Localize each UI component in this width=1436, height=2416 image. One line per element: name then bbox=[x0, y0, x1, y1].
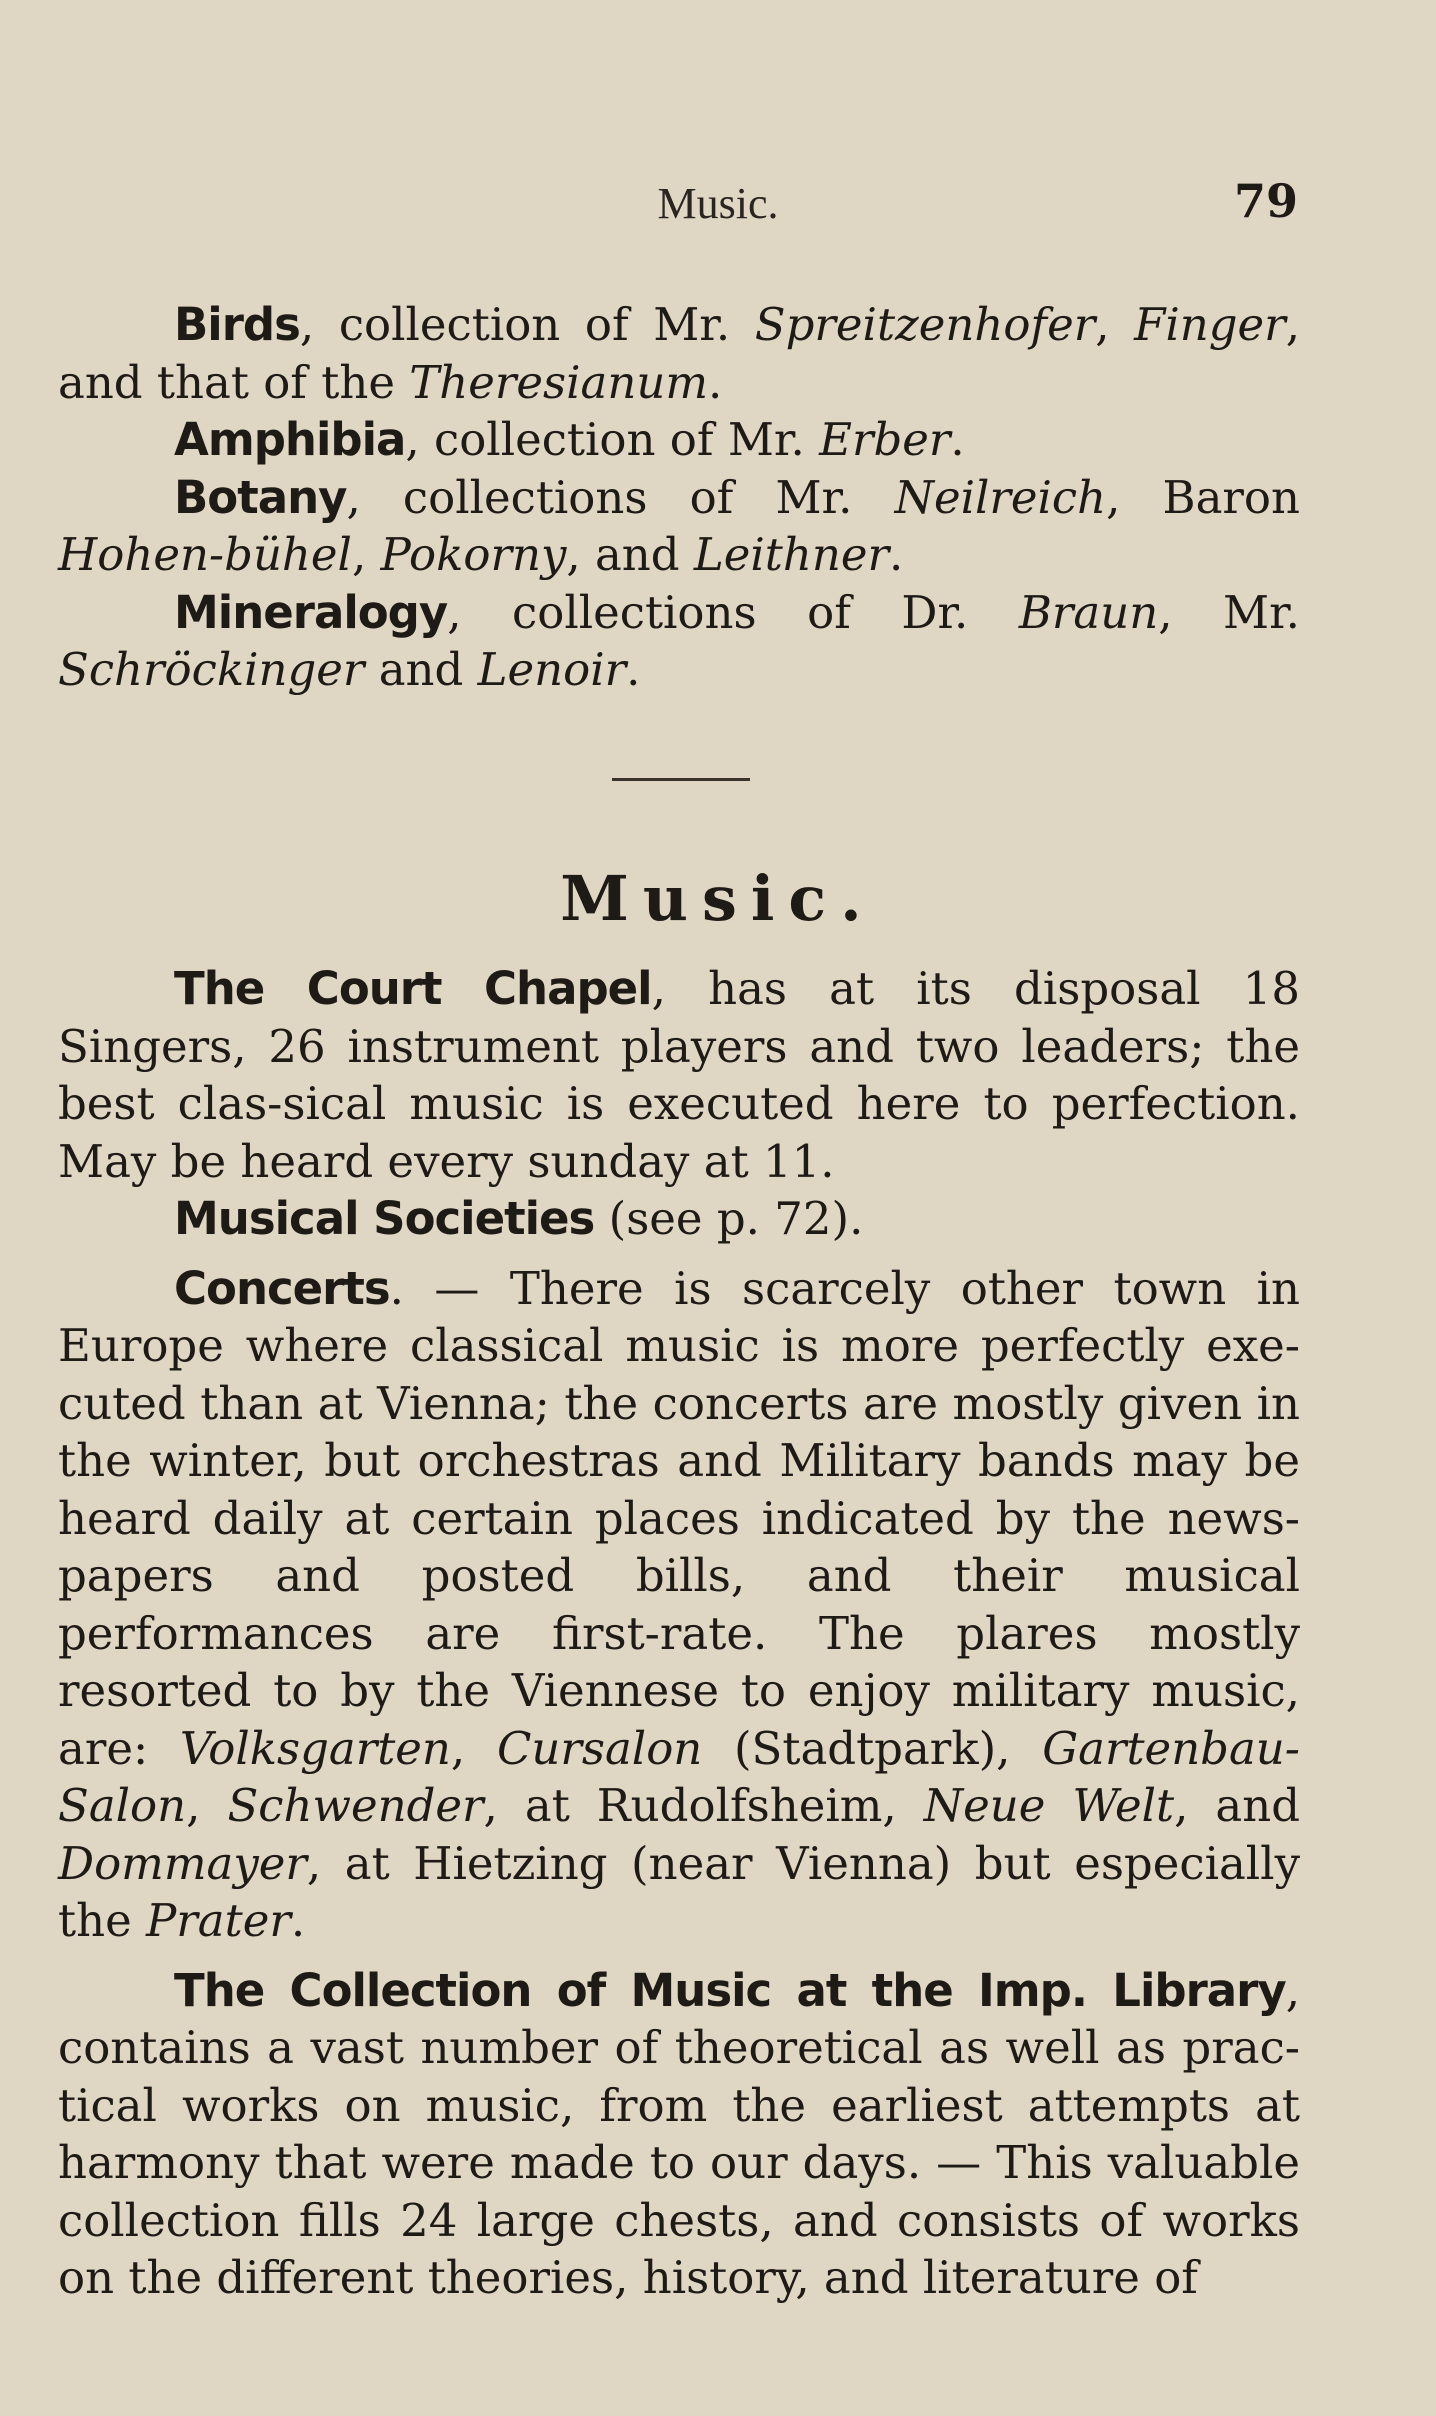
collector-name: Finger bbox=[1134, 298, 1286, 351]
imperial-library-paragraph: The Collection of Music at the Imp. Library, contains a vast number of theoretical as well as prac-tical works on music, from the earliest attempts at harmony that were made to our days. — This valuable collection fills 24 large chests, and consists of works on the different theories, history, and literature of bbox=[58, 1963, 1300, 2304]
imperial-library-label: The Collection of Music at the Imp. Library bbox=[174, 1963, 1286, 2017]
collector-name: Lenoir bbox=[477, 643, 627, 696]
musical-societies-paragraph: Musical Societies (see p. 72). bbox=[174, 1192, 864, 1245]
amphibia-label: Amphibia bbox=[174, 413, 406, 466]
venue-name: Neue Welt bbox=[923, 1779, 1175, 1832]
section-title: Music. bbox=[560, 862, 876, 935]
collector-name: Braun bbox=[1018, 585, 1159, 639]
venue-name: Gartenbau-Salon bbox=[58, 1721, 1300, 1832]
botany-label: Botany bbox=[174, 470, 347, 524]
music-section-body bbox=[58, 960, 1300, 2307]
venue-name: Prater bbox=[146, 1894, 291, 1947]
section-divider bbox=[612, 778, 750, 781]
collector-name: Schröckinger bbox=[58, 643, 365, 696]
amphibia-paragraph: Amphibia, collection of Mr. Erber. bbox=[174, 413, 965, 466]
venue-name: Schwender bbox=[227, 1779, 484, 1832]
collector-name: Theresianum bbox=[409, 355, 708, 409]
concerts-paragraph: Concerts. — There is scarcely other town in Europe where classical music is more perfectly exe-cuted than at Vienna; the concerts are mostly given in the winter, but orchestras and Military bands may be heard daily at certain places indicated by the news-papers and posted bills, and their musical performances are first-rate. The plares mostly resorted to by the Viennese to enjoy military music, are: Volksgarten, Cursalon (Stadtpark), Gartenbau-Salon, Schwender, at Rudolfsheim, Neue Welt, and Dommayer, at Hietzing (near Vienna) but especially the Prater. bbox=[58, 1261, 1301, 1947]
venue-name: Dommayer bbox=[58, 1836, 307, 1890]
collector-name: Spreitzenhofer bbox=[754, 298, 1096, 351]
page-number: 79 bbox=[1233, 174, 1298, 228]
collector-name: Hohen-bühel bbox=[58, 528, 352, 581]
birds-paragraph: Birds, collection of Mr. Spreitzenhofer, Finger, and that of the Theresianum. bbox=[58, 298, 1300, 409]
mineralogy-paragraph: Mineralogy, collections of Dr. Braun, Mr. Schröckinger and Lenoir. bbox=[58, 585, 1300, 696]
collector-name: Pokorny bbox=[380, 528, 567, 581]
venue-name: Volksgarten bbox=[179, 1721, 451, 1775]
musical-societies-label: Musical Societies bbox=[174, 1192, 595, 1245]
venue-name: Cursalon bbox=[496, 1721, 703, 1775]
collector-name: Leithner bbox=[693, 528, 890, 581]
mineralogy-label: Mineralogy bbox=[174, 585, 448, 639]
running-title: Music. bbox=[657, 179, 779, 228]
collector-name: Erber bbox=[819, 413, 951, 466]
botany-paragraph: Botany, collections of Mr. Neilreich, Baron Hohen-bühel, Pokorny, and Leithner. bbox=[58, 470, 1300, 581]
concerts-label: Concerts bbox=[174, 1261, 390, 1315]
collector-name: Neilreich bbox=[894, 470, 1107, 524]
running-header bbox=[0, 174, 1436, 238]
collections-list bbox=[58, 296, 1300, 699]
court-chapel-paragraph: The Court Chapel, has at its disposal 18 Singers, 26 instrument players and two leaders; the best clas-sical music is executed here to perfection. May be heard every sunday at 11. bbox=[58, 962, 1300, 1188]
court-chapel-label: The Court Chapel bbox=[174, 962, 652, 1015]
birds-label: Birds bbox=[174, 298, 300, 351]
